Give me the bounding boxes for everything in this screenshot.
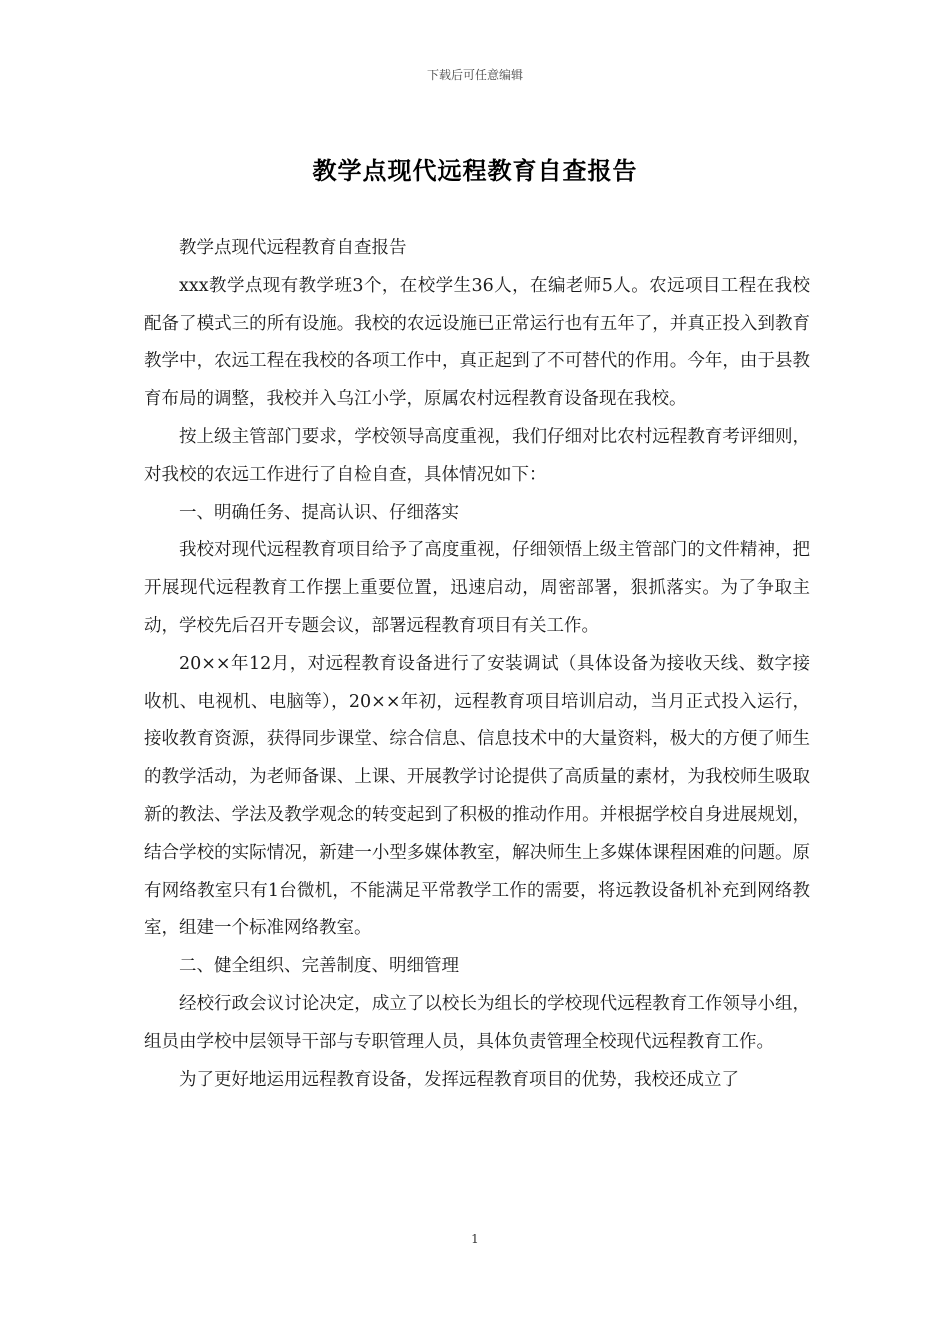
paragraph-section-1: 我校对现代远程教育项目给予了高度重视，仔细领悟上级主管部门的文件精神，把开展现代远程教育工作摆上重要位置，迅速启动，周密部署，狠抓落实。为了争取主动，学校先后召开专题会议，部署远程教育项目有关工作。 xyxy=(144,540,810,636)
paragraph-equipment: 20××年12月，对远程教育设备进行了安装调试（具体设备为接收天线、数字接收机、电视机、电脑等），20××年初，远程教育项目培训启动，当月正式投入运行，接收教育资源，获得同步课堂、综合信息、信息技术中的大量资料，极大的方便了师生的教学活动，为老师备课、上课、开展教学讨论提供了高质量的素材，为我校师生吸取新的教法、学法及教学观念的转变起到了积极的推动作用。并根据学校自身进展规划，结合学校的实际情况，新建一小型多媒体教室，解决师生上多媒体课程困难的问题。原有网络教室只有1台微机，不能满足平常教学工作的需要，将远教设备机补充到网络教室，组建一个标准网络教室。 xyxy=(144,653,810,939)
page-header-note: 下载后可任意编辑 xyxy=(426,68,523,82)
paragraph-intro: xxx教学点现有教学班3个，在校学生36人，在编老师5人。农远项目工程在我校配备了模式三的所有设施。我校的农远设施已正常运行也有五年了，并真正投入到教育教学中，农远工程在我校的各项工作中，真正起到了不可替代的作用。今年，由于县教育布局的调整，我校并入乌江小学，原属农村远程教育设备现在我校。 xyxy=(144,275,810,410)
paragraph-continued: 为了更好地运用远程教育设备，发挥远程教育项目的优势，我校还成立了 xyxy=(179,1069,739,1090)
section-heading-1: 一、明确任务、提高认识、仔细落实 xyxy=(179,502,459,523)
page-number: 1 xyxy=(471,1232,479,1246)
paragraph-subtitle: 教学点现代远程教育自查报告 xyxy=(179,238,407,258)
page-title: 教学点现代远程教育自查报告 xyxy=(312,157,638,185)
section-heading-2: 二、健全组织、完善制度、明细管理 xyxy=(179,956,459,977)
paragraph-section-2: 经校行政会议讨论决定，成立了以校长为组长的学校现代远程教育工作领导小组，组员由学校中层领导干部与专职管理人员，具体负责管理全校现代远程教育工作。 xyxy=(144,993,810,1052)
document-body xyxy=(144,230,810,1099)
paragraph-requirements: 按上级主管部门要求，学校领导高度重视，我们仔细对比农村远程教育考评细则，对我校的农远工作进行了自检自查，具体情况如下： xyxy=(144,426,810,485)
